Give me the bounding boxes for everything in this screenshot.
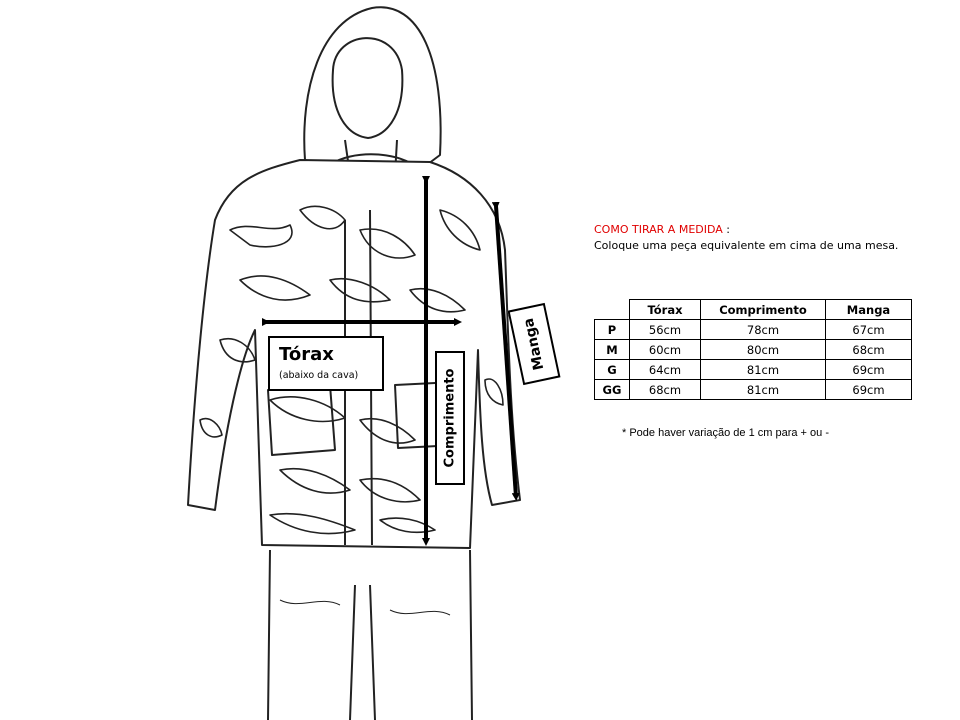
comprimento-cell: 80cm xyxy=(701,340,826,360)
size-cell: M xyxy=(595,340,630,360)
torax-label-box xyxy=(268,336,384,391)
comprimento-cell: 81cm xyxy=(701,380,826,400)
torax-sub-label: (abaixo da cava) xyxy=(279,370,359,381)
table-row xyxy=(595,340,912,360)
torax-cell: 60cm xyxy=(630,340,701,360)
torax-cell: 68cm xyxy=(630,380,701,400)
table-row xyxy=(595,380,912,400)
manga-cell: 67cm xyxy=(826,320,912,340)
comprimento-label-box xyxy=(435,351,465,485)
comprimento-cell: 78cm xyxy=(701,320,826,340)
manga-cell: 69cm xyxy=(826,360,912,380)
table-header-manga: Manga xyxy=(826,300,912,320)
torax-label: Tórax xyxy=(279,344,334,365)
instructions-text: Coloque uma peça equivalente em cima de uma mesa. xyxy=(594,239,899,252)
size-cell: GG xyxy=(595,380,630,400)
size-cell: P xyxy=(595,320,630,340)
table-header-comprimento: Comprimento xyxy=(701,300,826,320)
table-row xyxy=(595,320,912,340)
table-header-torax: Tórax xyxy=(630,300,701,320)
manga-label: Manga xyxy=(520,316,548,372)
table-header-row xyxy=(595,300,912,320)
instructions xyxy=(594,222,898,254)
size-cell: G xyxy=(595,360,630,380)
table-header-empty xyxy=(595,300,630,320)
manga-cell: 69cm xyxy=(826,380,912,400)
comprimento-label: Comprimento xyxy=(442,368,458,468)
variation-note: * Pode haver variação de 1 cm para + ou - xyxy=(622,427,829,439)
torax-cell: 56cm xyxy=(630,320,701,340)
comprimento-cell: 81cm xyxy=(701,360,826,380)
instructions-title xyxy=(594,222,898,238)
torax-cell: 64cm xyxy=(630,360,701,380)
size-table xyxy=(594,299,912,400)
table-row xyxy=(595,360,912,380)
instructions-title-colon: : xyxy=(722,223,730,236)
manga-cell: 68cm xyxy=(826,340,912,360)
instructions-title-text: COMO TIRAR A MEDIDA xyxy=(594,223,723,236)
